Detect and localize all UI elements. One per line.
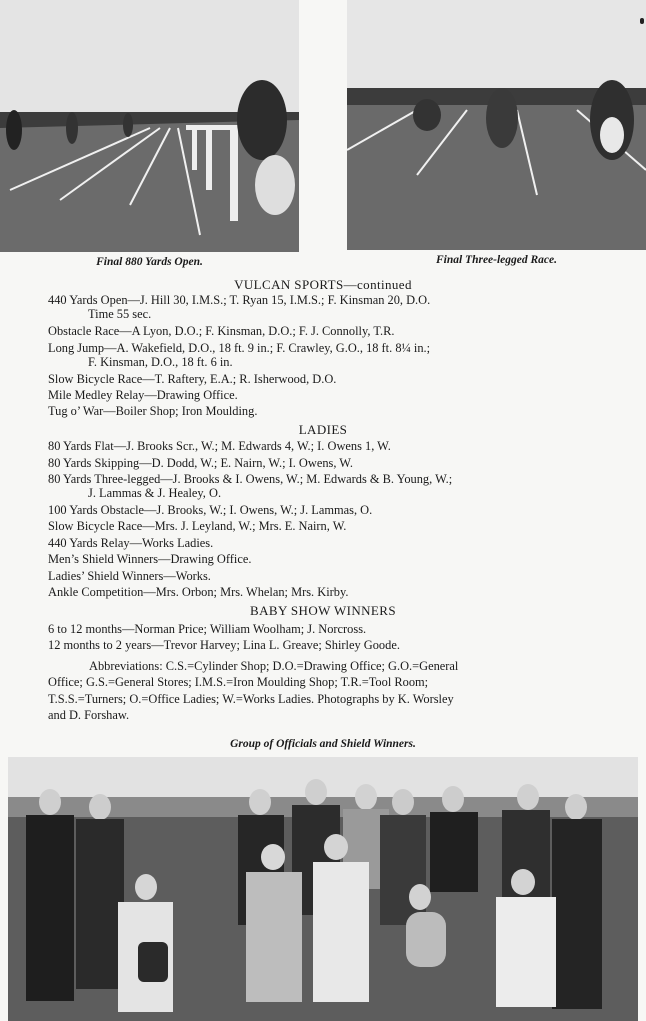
abbreviations-line: T.S.S.=Turners; O.=Office Ladies; W.=Works Ladies. Photographs by K. Worsley [48, 692, 454, 706]
result-line: 80 Yards Three-legged—J. Brooks & I. Owens, W.; M. Edwards & B. Young, W.; [48, 472, 453, 486]
result-line: Mile Medley Relay—Drawing Office. [48, 388, 238, 402]
abbreviations-line: and D. Forshaw. [48, 708, 130, 722]
result-line: Slow Bicycle Race—Mrs. J. Leyland, W.; Mrs. E. Nairn, W. [48, 519, 347, 533]
photo-group-officials [8, 757, 638, 1021]
result-line: Long Jump—A. Wakefield, D.O., 18 ft. 9 in.; F. Crawley, G.O., 18 ft. 8¼ in.; [48, 341, 431, 355]
abbreviations-line: Office; G.S.=General Stores; I.M.S.=Iron Moulding Shop; T.R.=Tool Room; [48, 675, 429, 689]
result-line: 12 months to 2 years—Trevor Harvey; Lina L. Greave; Shirley Goode. [48, 638, 400, 652]
result-line: 80 Yards Flat—J. Brooks Scr., W.; M. Edwards 4, W.; I. Owens 1, W. [48, 439, 391, 453]
result-line: Slow Bicycle Race—T. Raftery, E.A.; R. Isherwood, D.O. [48, 372, 337, 386]
result-line: J. Lammas & J. Healey, O. [88, 486, 222, 500]
page-speck [640, 18, 644, 24]
caption-group-officials: Group of Officials and Shield Winners. [230, 738, 416, 750]
result-line: 80 Yards Skipping—D. Dodd, W.; E. Nairn, W.; I. Owens, W. [48, 456, 353, 470]
result-line: 6 to 12 months—Norman Price; William Woolham; J. Norcross. [48, 622, 367, 636]
heading-baby-show: BABY SHOW WINNERS [250, 603, 396, 618]
caption-three-legged: Final Three-legged Race. [435, 254, 558, 266]
result-line: Tug o’ War—Boiler Shop; Iron Moulding. [48, 404, 258, 418]
photo-three-legged-race [347, 0, 646, 250]
result-line: Ladies’ Shield Winners—Works. [48, 569, 211, 583]
result-line: 440 Yards Relay—Works Ladies. [48, 536, 214, 550]
result-line: 440 Yards Open—J. Hill 30, I.M.S.; T. Ryan 15, I.M.S.; F. Kinsman 20, D.O. [48, 293, 431, 307]
heading-ladies: LADIES [298, 422, 348, 437]
heading-vulcan-sports: VULCAN SPORTS—continued [234, 277, 412, 292]
photo-880-yards-open [0, 0, 299, 252]
result-line: Obstacle Race—A Lyon, D.O.; F. Kinsman, D.O.; F. J. Connolly, T.R. [48, 324, 395, 338]
result-line: 100 Yards Obstacle—J. Brooks, W.; I. Owens, W.; J. Lammas, O. [48, 503, 373, 517]
result-line: Ankle Competition—Mrs. Orbon; Mrs. Whelan; Mrs. Kirby. [48, 585, 349, 599]
result-line: F. Kinsman, D.O., 18 ft. 6 in. [88, 355, 233, 369]
result-line: Men’s Shield Winners—Drawing Office. [48, 552, 252, 566]
caption-880-yards: Final 880 Yards Open. [96, 256, 203, 268]
result-line: Time 55 sec. [88, 307, 152, 321]
abbreviations-line: Abbreviations: C.S.=Cylinder Shop; D.O.=Drawing Office; G.O.=General [89, 659, 459, 673]
